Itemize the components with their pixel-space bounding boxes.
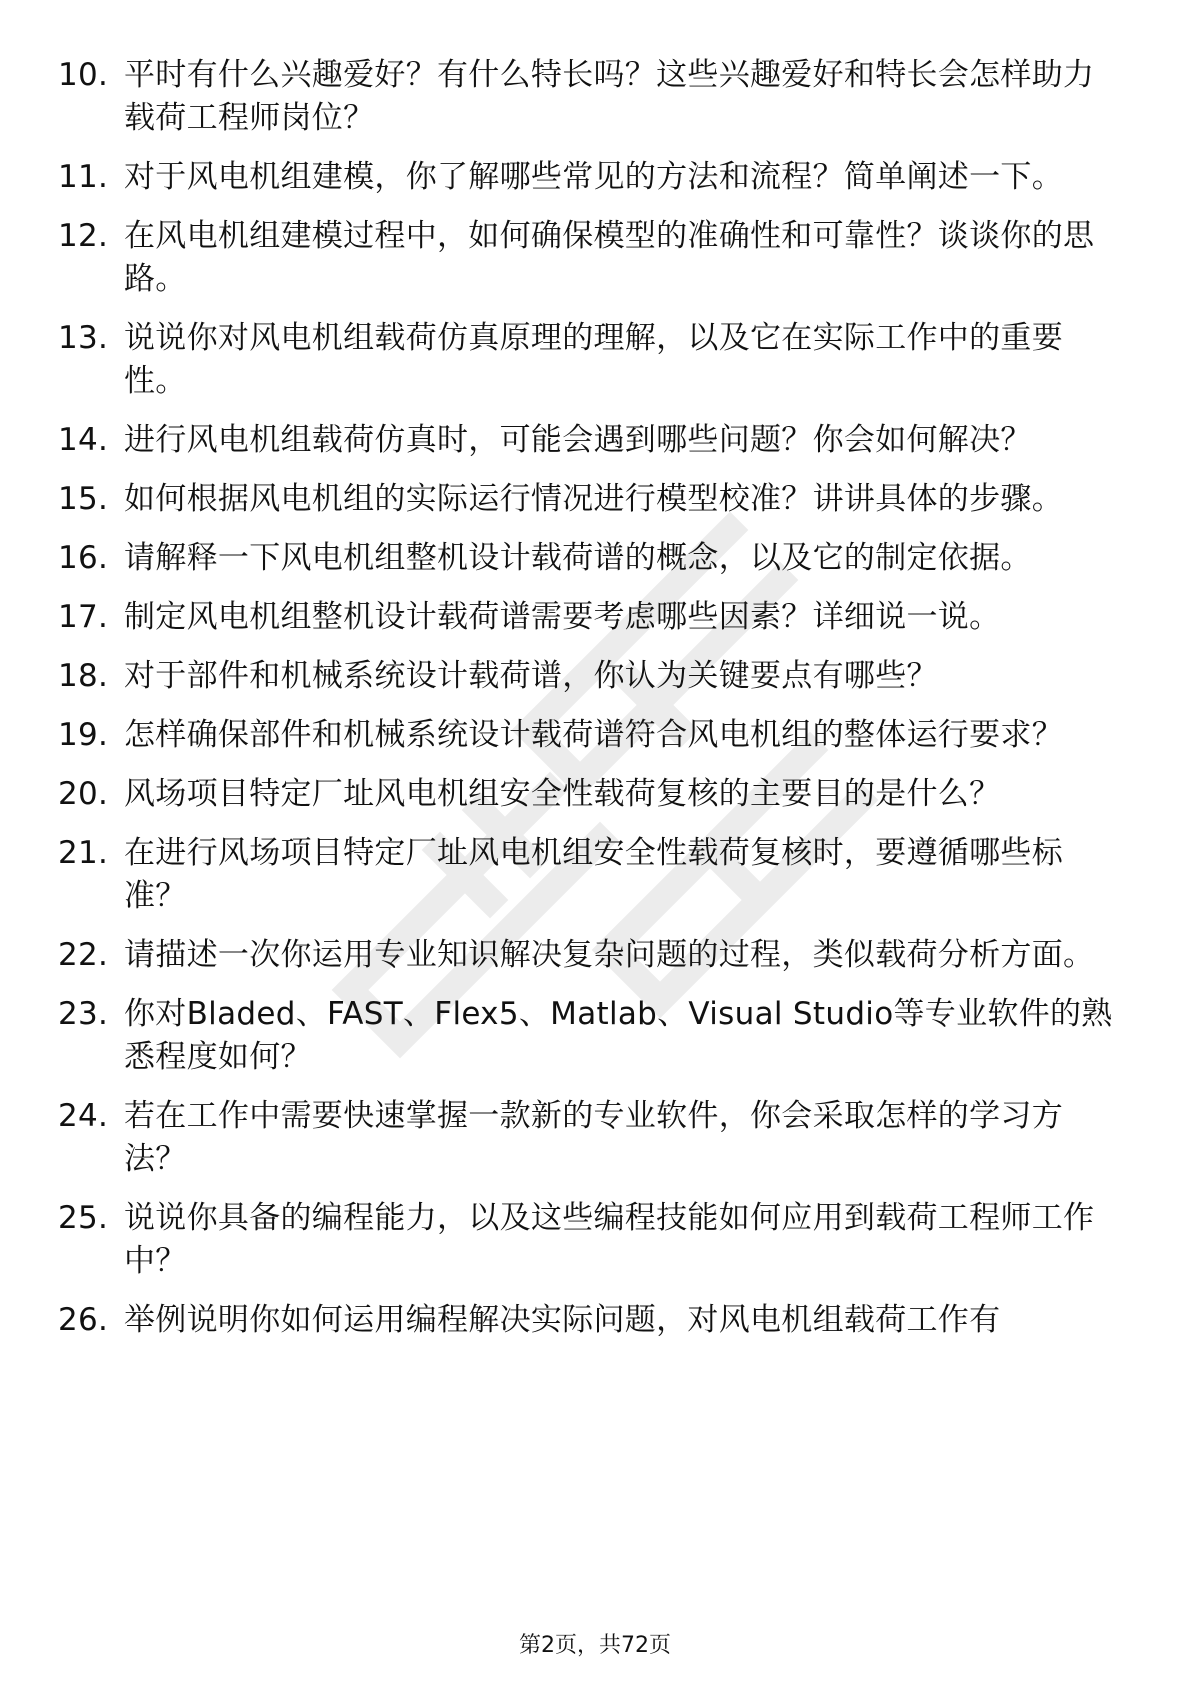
question-number: 17. <box>58 599 109 635</box>
question-number: 22. <box>58 937 109 973</box>
question-number: 14. <box>58 422 109 458</box>
question-item <box>58 934 1118 977</box>
question-item <box>58 655 1118 698</box>
question-number: 18. <box>58 658 109 694</box>
question-item <box>58 156 1118 199</box>
question-text: 制定风电机组整机设计载荷谱需要考虑哪些因素？详细说一说。 <box>124 599 1001 635</box>
question-number: 12. <box>58 218 109 254</box>
question-item <box>58 832 1118 918</box>
question-item <box>58 537 1118 580</box>
page-footer <box>0 1628 1190 1659</box>
question-text: 平时有什么兴趣爱好？有什么特长吗？这些兴趣爱好和特长会怎样助力载荷工程师岗位？ <box>124 57 1095 136</box>
question-item <box>58 54 1118 140</box>
question-item <box>58 773 1118 816</box>
question-text: 对于风电机组建模，你了解哪些常见的方法和流程？简单阐述一下。 <box>124 159 1063 195</box>
question-item <box>58 317 1118 403</box>
question-text: 请描述一次你运用专业知识解决复杂问题的过程，类似载荷分析方面。 <box>124 937 1095 973</box>
question-list <box>58 54 1118 1358</box>
question-number: 23. <box>58 996 109 1032</box>
question-item <box>58 1299 1118 1342</box>
question-item <box>58 596 1118 639</box>
question-number: 15. <box>58 481 109 517</box>
question-text: 对于部件和机械系统设计载荷谱，你认为关键要点有哪些？ <box>124 658 938 694</box>
page-number-label: 第2页，共72页 <box>519 1633 671 1658</box>
question-text: 请解释一下风电机组整机设计载荷谱的概念，以及它的制定依据。 <box>124 540 1032 576</box>
question-number: 19. <box>58 717 109 753</box>
question-number: 25. <box>58 1200 109 1236</box>
question-text: 在进行风场项目特定厂址风电机组安全性载荷复核时，要遵循哪些标准？ <box>124 835 1063 914</box>
question-item <box>58 1095 1118 1181</box>
question-text: 举例说明你如何运用编程解决实际问题，对风电机组载荷工作有 <box>124 1302 1001 1338</box>
question-number: 10. <box>58 57 109 93</box>
question-text: 若在工作中需要快速掌握一款新的专业软件，你会采取怎样的学习方法？ <box>124 1098 1063 1177</box>
question-text: 你对Bladed、FAST、Flex5、Matlab、Visual Studio等专业软件的熟悉程度如何？ <box>124 996 1113 1075</box>
question-item <box>58 478 1118 521</box>
question-item <box>58 1197 1118 1283</box>
question-item <box>58 419 1118 462</box>
question-number: 24. <box>58 1098 109 1134</box>
question-number: 11. <box>58 159 109 195</box>
question-number: 26. <box>58 1302 109 1338</box>
question-text: 在风电机组建模过程中，如何确保模型的准确性和可靠性？谈谈你的思路。 <box>124 218 1095 297</box>
question-text: 风场项目特定厂址风电机组安全性载荷复核的主要目的是什么？ <box>124 776 1001 812</box>
question-text: 进行风电机组载荷仿真时，可能会遇到哪些问题？你会如何解决？ <box>124 422 1032 458</box>
question-item <box>58 993 1118 1079</box>
question-text: 怎样确保部件和机械系统设计载荷谱符合风电机组的整体运行要求？ <box>124 717 1063 753</box>
question-item <box>58 215 1118 301</box>
question-number: 20. <box>58 776 109 812</box>
question-number: 16. <box>58 540 109 576</box>
question-item <box>58 714 1118 757</box>
question-number: 21. <box>58 835 109 871</box>
question-text: 说说你对风电机组载荷仿真原理的理解，以及它在实际工作中的重要性。 <box>124 320 1063 399</box>
question-text: 如何根据风电机组的实际运行情况进行模型校准？讲讲具体的步骤。 <box>124 481 1063 517</box>
question-text: 说说你具备的编程能力，以及这些编程技能如何应用到载荷工程师工作中？ <box>124 1200 1095 1279</box>
question-number: 13. <box>58 320 109 356</box>
